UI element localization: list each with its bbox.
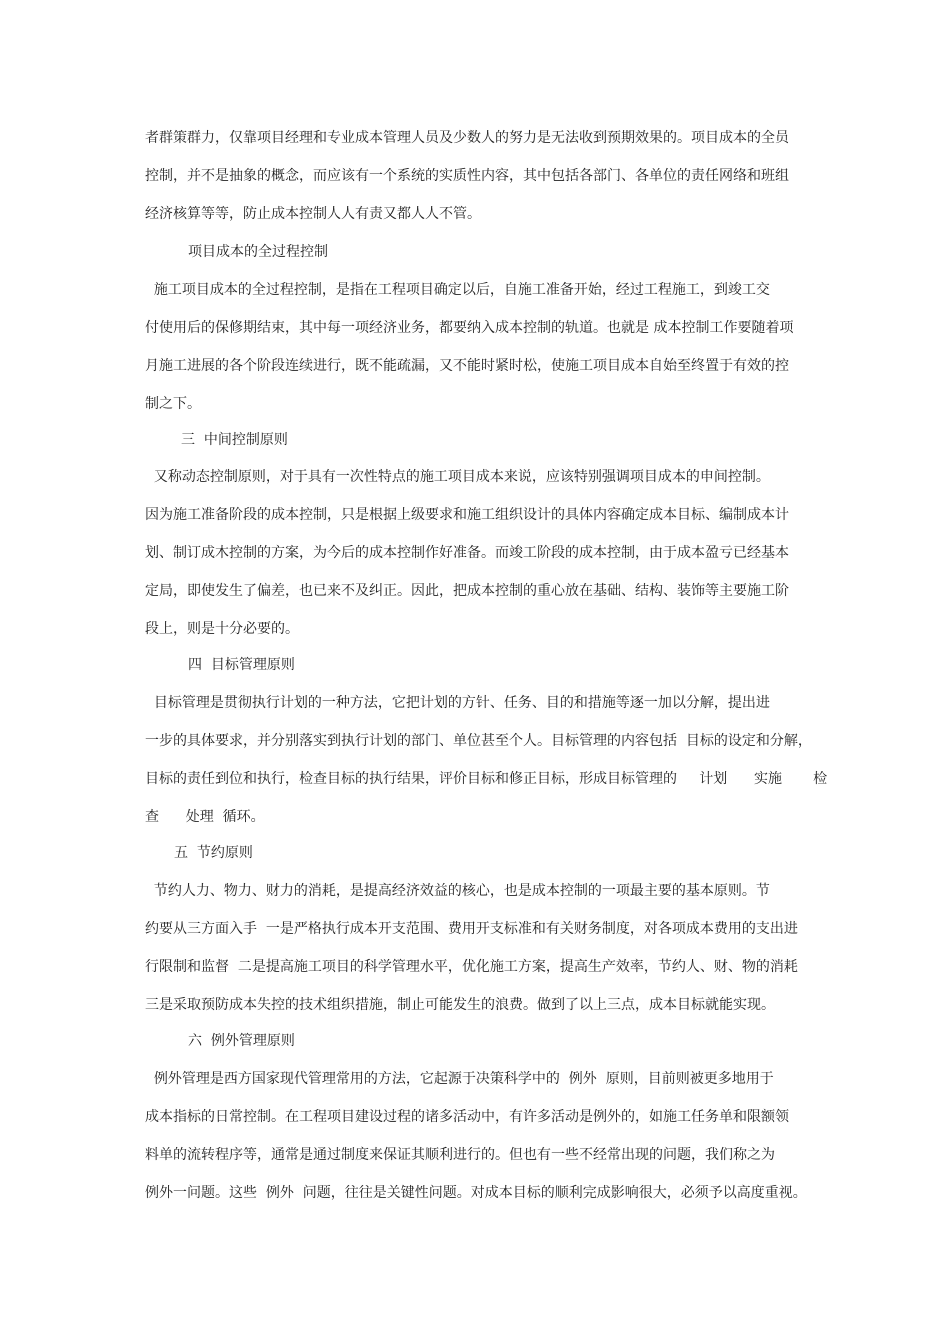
paragraph-line: 成本指标的日常控制。在工程项目建设过程的诸多活动中，有许多活动是例外的，如施工任务单和限额领	[145, 1109, 789, 1125]
paragraph-line: 例外一问题。这些 例外 问题，往往是关键性问题。对成本目标的顺利完成影响很大，必须予以高度重视。	[145, 1185, 807, 1201]
paragraph-line: 约要从三方面入手 一是严格执行成本开支范围、费用开支标准和有关财务制度，对各项成本费用的支出进	[145, 921, 798, 937]
paragraph-line: 划、制订成木控制的方案，为今后的成本控制作好准备。而竣工阶段的成本控制，由于成本盈亏已经基本	[145, 545, 789, 561]
paragraph-line: 又称动态控制原则，对于具有一次性特点的施工项目成本来说，应该特别强调项目成本的申间控制。	[145, 469, 770, 485]
paragraph-line: 定局，即使发生了偏差，也已来不及纠正。因此，把成本控制的重心放在基础、结构、装饰等主要施工阶	[145, 583, 789, 599]
paragraph-line: 查 处理 循环。	[145, 809, 265, 825]
paragraph-line: 者群策群力，仅靠项目经理和专业成本管理人员及少数人的努力是无法收到预期效果的。项目成本的全员	[145, 130, 789, 146]
section-heading: 五 节约原则	[174, 845, 253, 861]
paragraph-line: 料单的流转程序等，通常是通过制度来保证其顺利进行的。但也有一些不经常出现的问题，我们称之为	[145, 1147, 775, 1163]
paragraph-line: 目标的责任到位和执行，检查目标的执行结果，评价目标和修正目标，形成目标管理的 计划 实施 检	[145, 771, 828, 787]
paragraph-line: 制之下。	[145, 396, 201, 412]
paragraph-line: 节约人力、物力、财力的消耗，是提高经济效益的核心，也是成本控制的一项最主要的基本原则。节	[145, 883, 770, 899]
paragraph-line: 行限制和监督 二是提高施工项目的科学管理水平，优化施工方案，提高生产效率，节约人、财、物的消耗	[145, 959, 798, 975]
paragraph-line: 付使用后的保修期结束，其中每一项经济业务，都要纳入成本控制的轨道。也就是 成本控制工作要随着项	[145, 320, 794, 336]
paragraph-line: 三是采取预防成本失控的技术组织措施，制止可能发生的浪费。做到了以上三点，成本目标就能实现。	[145, 997, 775, 1013]
paragraph-line: 因为施工准备阶段的成本控制，只是根据上级要求和施工组织设计的具体内容确定成本目标、编制成本计	[145, 507, 789, 523]
paragraph-line: 月施工进展的各个阶段连续进行，既不能疏漏，又不能时紧时松，使施工项目成本自始至终置于有效的控	[145, 358, 789, 374]
section-heading: 三 中间控制原则	[181, 432, 288, 448]
section-heading: 四 目标管理原则	[188, 657, 295, 673]
paragraph-line: 例外管理是西方国家现代管理常用的方法，它起源于决策科学中的 例外 原则，目前则被更多地用于	[145, 1071, 774, 1087]
paragraph-line: 控制，并不是抽象的概念，而应该有一个系统的实质性内容，其中包括各部门、各单位的责任网络和班组	[145, 168, 789, 184]
paragraph-line: 一步的具体要求，并分别落实到执行计划的部门、单位甚至个人。目标管理的内容包括 目标的设定和分解，	[145, 733, 812, 749]
section-heading: 项目成本的全过程控制	[188, 244, 328, 260]
paragraph-line: 段上，则是十分必要的。	[145, 621, 299, 637]
paragraph-line: 经济核算等等，防止成本控制人人有责又都人人不管。	[145, 206, 481, 222]
paragraph-line: 施工项目成本的全过程控制，是指在工程项目确定以后，自施工准备开始，经过工程施工，到竣工交	[145, 282, 770, 298]
paragraph-line: 目标管理是贯彻执行计划的一种方法，它把计划的方针、任务、目的和措施等逐一加以分解，提出进	[145, 695, 770, 711]
section-heading: 六 例外管理原则	[188, 1033, 295, 1049]
